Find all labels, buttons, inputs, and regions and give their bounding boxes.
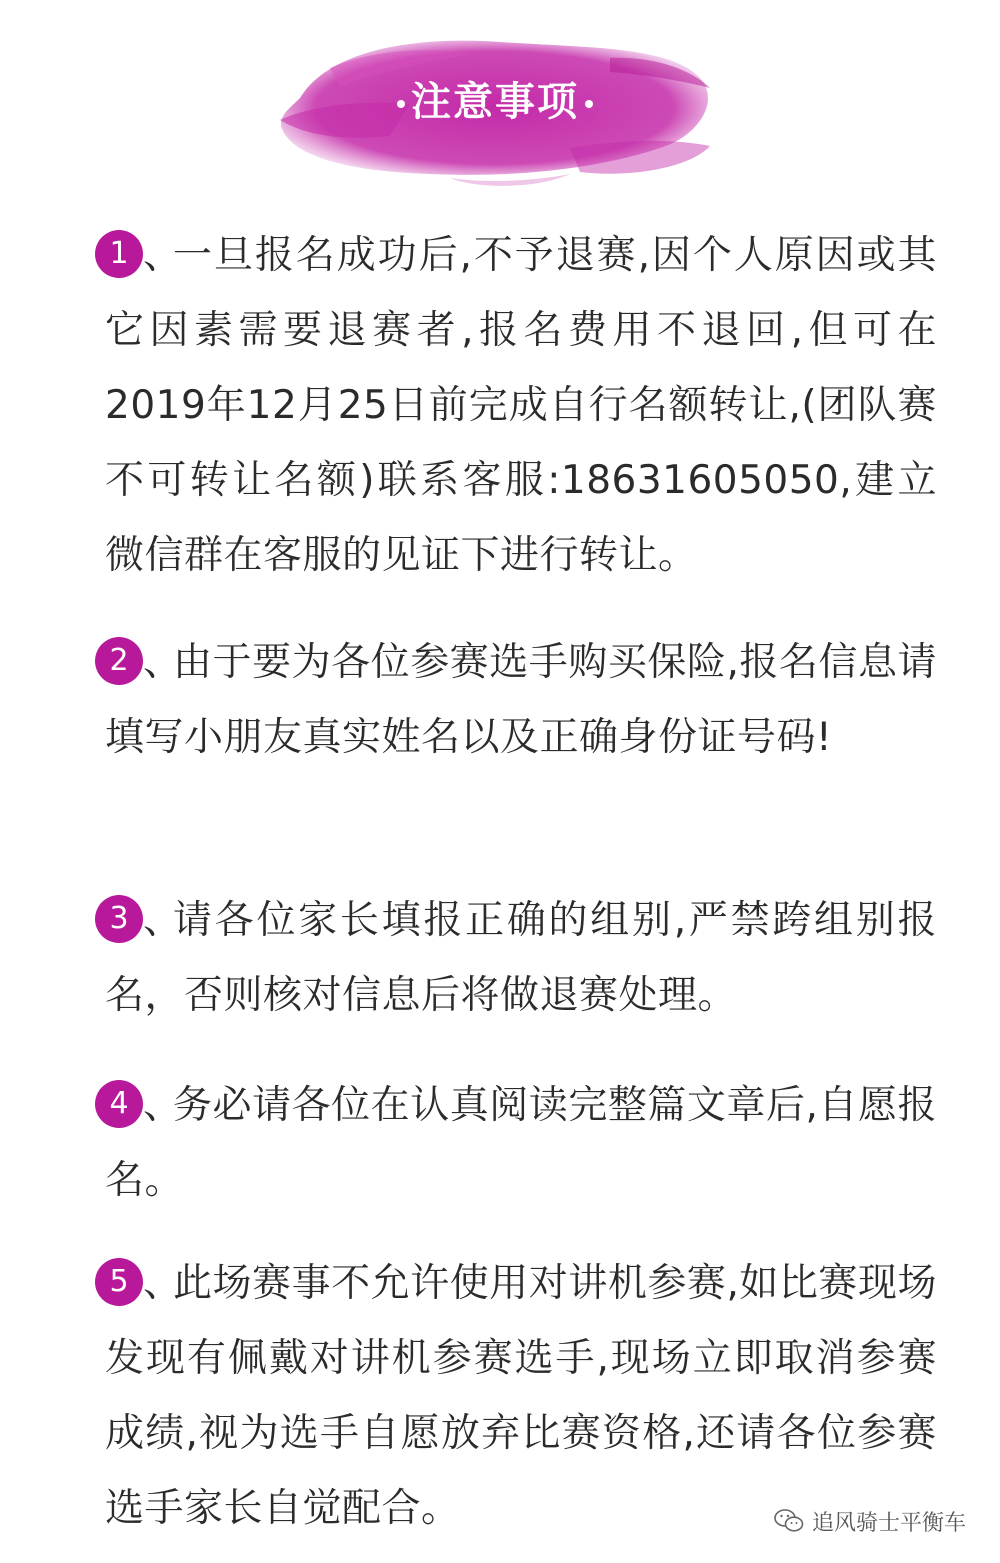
number-separator: 、 (143, 640, 183, 685)
page-title (270, 72, 720, 132)
item-text: 此场赛事不允许使用对讲机参赛,如比赛现场发现有佩戴对讲机参赛选手,现场立即取消参赛成绩,视为选手自愿放弃比赛资格,还请各位参赛选手家长自觉配合。 (105, 1261, 937, 1531)
number-separator: 、 (143, 1261, 183, 1306)
list-item-3 (105, 883, 937, 1033)
item-text: 一旦报名成功后,不予退赛,因个人原因或其它因素需要退赛者,报名费用不退回,但可在2019年12月25日前完成自行名额转让,(团队赛不可转让名额)联系客服:18631605050,建立微信群在客服的见证下进行转让。 (105, 233, 937, 578)
number-badge: 5 (95, 1258, 143, 1306)
title-dot-left (397, 100, 405, 108)
list-item-2 (105, 625, 937, 775)
watermark (774, 1501, 966, 1541)
number-badge: 2 (95, 637, 143, 685)
list-item-1 (105, 218, 937, 593)
item-text: 务必请各位在认真阅读完整篇文章后,自愿报名。 (105, 1083, 937, 1203)
item-text: 请各位家长填报正确的组别,严禁跨组别报名，否则核对信息后将做退赛处理。 (105, 898, 937, 1018)
watermark-label: 追风骑士平衡车 (811, 1510, 966, 1536)
number-badge: 1 (95, 230, 143, 278)
number-separator: 、 (143, 233, 183, 278)
wechat-icon (774, 1508, 804, 1534)
item-text: 由于要为各位参赛选手购买保险,报名信息请填写小朋友真实姓名以及正确身份证号码! (105, 640, 937, 760)
number-separator: 、 (143, 1083, 183, 1128)
number-badge: 3 (95, 895, 143, 943)
title-dot-right (585, 100, 593, 108)
list-item-4 (105, 1068, 937, 1218)
number-badge: 4 (95, 1080, 143, 1128)
number-separator: 、 (143, 898, 183, 943)
header-banner (270, 28, 720, 188)
title-text: 注意事项 (411, 79, 579, 125)
